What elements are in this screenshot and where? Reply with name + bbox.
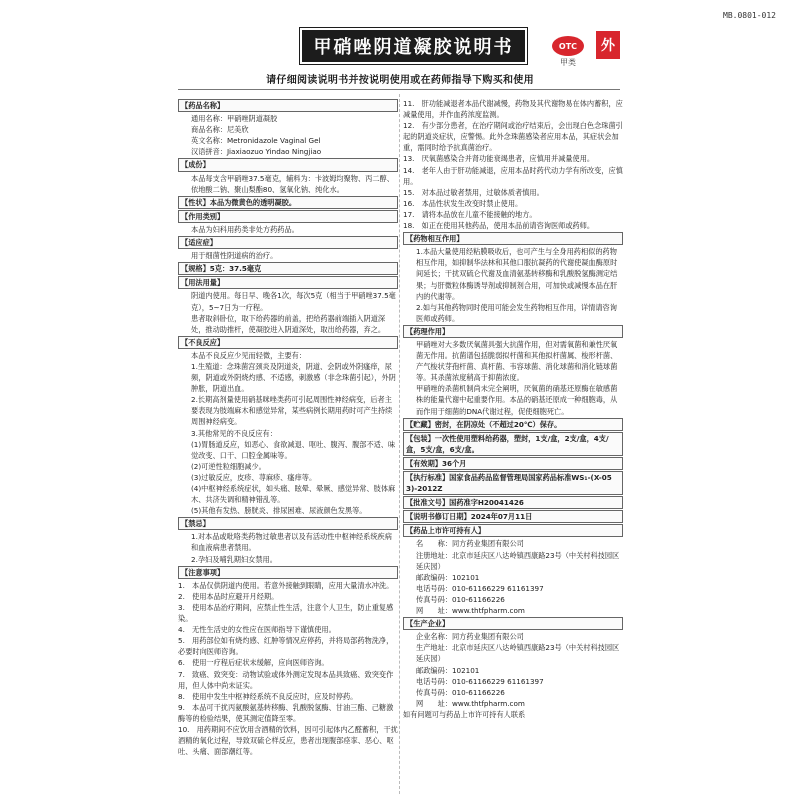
document-code: MB.0801-012 bbox=[723, 11, 776, 20]
text-line: 1.生殖道：念珠菌宫颈炎及阴道炎，阴道、会阴或外阴瘙痒，尿频，阴道或外阴烧灼感、不适感，刺激感（非念珠菌引起），外阴肿胀，阴道出血。 bbox=[191, 361, 396, 394]
text-line: 患者取斜卧位，取下给药器的前盖，把给药器前端插入阴道深处，推动助推杆，使凝胶进入阴道深处，取出给药器，弃之。 bbox=[191, 313, 386, 334]
section-heading: 【生产企业】 bbox=[403, 617, 623, 630]
text-line: 阴道内使用。每日早、晚各1次，每次5克（相当于甲硝唑37.5毫克），5~7日为一疗程。 bbox=[191, 291, 396, 312]
text-line: 2.如与其他药物同时使用可能会发生药物相互作用，详情请咨询医师或药师。 bbox=[416, 302, 617, 323]
header-rule bbox=[178, 89, 620, 90]
section-heading: 【说明书修订日期】2024年07月11日 bbox=[403, 510, 623, 523]
text-line: 通用名称：甲硝唑阴道凝胶 bbox=[191, 114, 278, 124]
text-line: 13. 厌氧菌感染合并肾功能衰竭患者，应慎用并减量使用。 bbox=[403, 154, 595, 164]
text-line: (2)可逆性粒细胞减少。 bbox=[191, 461, 266, 471]
section-heading: 【作用类别】 bbox=[178, 210, 398, 223]
text-line: 2.孕妇及哺乳期妇女禁用。 bbox=[191, 554, 277, 564]
text-line: 生产地址：北京市延庆区八达岭镇西康路23号（中关村科技园区延庆园） bbox=[416, 643, 620, 664]
text-line: 商品名称：尼美欣 bbox=[191, 125, 249, 135]
section-heading: 【有效期】36个月 bbox=[403, 457, 623, 470]
text-line: 17. 请将本品放在儿童不能接触的地方。 bbox=[403, 209, 537, 219]
text-line: 本品不良反应少见而轻微，主要有： bbox=[191, 350, 307, 360]
text-line: (5)其他有发热、膀胱炎、排尿困难、尿液颜色发黑等。 bbox=[191, 506, 367, 516]
text-line: 16. 本品性状发生改变时禁止使用。 bbox=[403, 198, 523, 208]
section-heading: 【禁忌】 bbox=[178, 517, 398, 530]
text-line: 5. 用药部位如有烧灼感、红肿等情况应停药，并将局部药物洗净，必要时向医师咨询。 bbox=[178, 636, 394, 657]
text-line: 3. 使用本品治疗期间，应禁止性生活，注意个人卫生，防止重复感染。 bbox=[178, 602, 394, 624]
text-line: 10. 用药期间不应饮用含酒精的饮料，因可引起体内乙醛蓄积，干扰酒精的氧化过程，导致双硫仑样反应，患者出现腹部痉挛、恶心、呕吐、头痛、面部潮红等。 bbox=[178, 724, 398, 757]
text-line: 网 址：www.thtfpharm.com bbox=[416, 698, 525, 708]
external-use-badge: 外 bbox=[596, 31, 620, 59]
text-line: 汉语拼音：Jiaxiaozuo Yindao Ningjiao bbox=[191, 147, 322, 157]
document-title: 甲硝唑阴道凝胶说明书 bbox=[302, 30, 525, 62]
text-line: 邮政编码：102101 bbox=[416, 665, 480, 675]
text-line: 名 称：同方药业集团有限公司 bbox=[416, 539, 524, 549]
section-heading: 【规格】5克：37.5毫克 bbox=[178, 262, 398, 275]
text-line: 3.其他常见的不良反应有： bbox=[191, 428, 277, 438]
text-line: 传真号码：010-61166226 bbox=[416, 594, 505, 604]
section-heading: 【药理作用】 bbox=[403, 325, 623, 338]
usage-warning: 请仔细阅读说明书并按说明使用或在药师指导下购买和使用 bbox=[266, 75, 534, 86]
section-heading: 【注意事项】 bbox=[178, 566, 398, 579]
text-line: 1.本品大量使用经粘膜吸收后，也可产生与全身用药相似的药物相互作用，如抑制华法林和其他口服抗凝药的代谢使凝血酶原时间延长；干扰双硫仑代谢及血清氨基转移酶和乳酸脱氢酶测定结果；与肝微粒体酶诱导剂或抑制剂合用，可加快或减慢本品在肝内的代谢等。 bbox=[416, 247, 618, 301]
text-line: 如有问题可与药品上市许可持有人联系 bbox=[403, 709, 526, 719]
text-line: 传真号码：010-61166226 bbox=[416, 687, 505, 697]
text-line: 甲硝唑的杀菌机制尚未完全阐明，厌氧菌的硝基还原酶在敏感菌株的能量代谢中起重要作用。本品的硝基还原成一种细胞毒，从而作用于细菌的DNA代谢过程，促使细胞死亡。 bbox=[416, 384, 618, 416]
text-line: 用于细菌性阴道病的治疗。 bbox=[191, 251, 278, 261]
text-line: 电话号码：010-61166229 61161397 bbox=[416, 583, 544, 593]
text-line: 注册地址：北京市延庆区八达岭镇西康路23号（中关村科技园区延庆园） bbox=[416, 550, 620, 571]
text-line: 邮政编码：102101 bbox=[416, 572, 480, 582]
text-line: 7. 致癌、致突变：动物试验或体外测定发现本品具致癌、致突变作用，但人体中尚未证实。 bbox=[178, 669, 394, 690]
text-line: (3)过敏反应，皮疹、荨麻疹、瘙痒等。 bbox=[191, 472, 317, 482]
text-line: 2.长期高剂量使用硝基咪唑类药可引起周围性神经病变，后者主要表现为肢端麻木和感觉异常，某些病例长期用药时可产生持续周围神经病变。 bbox=[191, 395, 393, 427]
text-line: 11. 肝功能减退者本品代谢减慢，药物及其代谢物易在体内蓄积，应减量使用，并作血药浓度监测。 bbox=[403, 99, 623, 120]
text-line: 1.对本品或吡咯类药物过敏患者以及有活动性中枢神经系统疾病和血液病患者禁用。 bbox=[191, 532, 392, 553]
otc-class-label: 甲类 bbox=[560, 58, 576, 67]
column-divider bbox=[399, 94, 400, 794]
section-heading: 【成份】 bbox=[178, 158, 398, 171]
text-line: 9. 本品可干扰丙氨酸氨基转移酶、乳酸脱氢酶、甘油三酯、己糖激酶等的检验结果，使其测定值降至零。 bbox=[178, 702, 394, 723]
section-heading: 【药品名称】 bbox=[178, 99, 398, 112]
text-line: 本品为妇科用药类非处方药药品。 bbox=[191, 224, 299, 234]
document-header bbox=[0, 24, 800, 70]
text-line: 2. 使用本品时应避开月经期。 bbox=[178, 591, 279, 601]
text-line: 甲硝唑对大多数厌氧菌具强大抗菌作用，但对需氧菌和兼性厌氧菌无作用。抗菌谱包括脆弱拟杆菌和其他拟杆菌属、梭形杆菌、产气梭状芽孢杆菌、真杆菌、韦容球菌、消化球菌和消化链球菌等。其杀菌浓度稍高于抑菌浓度。 bbox=[416, 339, 618, 383]
section-heading: 【药品上市许可持有人】 bbox=[403, 524, 623, 537]
text-line: 8. 使用中发生中枢神经系统不良反应时，应及时停药。 bbox=[178, 691, 358, 701]
section-heading: 【不良反应】 bbox=[178, 336, 398, 349]
right-column bbox=[403, 98, 623, 720]
text-line: 12. 有少部分患者，在治疗期间或治疗结束后，会出现白色念珠菌引起的阴道炎症状，应警惕。此外念珠菌感染者应用本品，其症状会加重，需同时给予抗真菌治疗。 bbox=[403, 121, 623, 153]
section-heading: 【包装】一次性使用塑料给药器，塑封，1支/盒，2支/盒，4支/盒，5支/盒，6支/盒。 bbox=[403, 432, 623, 456]
section-heading: 【执行标准】国家食品药品监督管理局国家药品标准WS₁-(X-053)-2012Z bbox=[403, 471, 623, 495]
text-line: 15. 对本品过敏者禁用，过敏体质者慎用。 bbox=[403, 187, 544, 197]
section-heading: 【批准文号】国药准字H20041426 bbox=[403, 496, 623, 509]
text-line: 网 址：www.thtfpharm.com bbox=[416, 606, 525, 616]
text-line: 4. 无性生活史的女性应在医师指导下谨慎使用。 bbox=[178, 625, 336, 635]
text-line: 1. 本品仅供阴道内使用。若意外接触到眼睛，应用大量清水冲洗。 bbox=[178, 580, 394, 590]
text-line: 6. 使用一疗程后症状未缓解，应向医师咨询。 bbox=[178, 658, 329, 668]
text-line: (1)胃肠道反应，如恶心、食欲减退、呕吐、腹泻、腹部不适、味觉改变、口干、口腔金属味等。 bbox=[191, 439, 396, 460]
text-line: 18. 如正在使用其他药品，使用本品前请咨询医师或药师。 bbox=[403, 221, 595, 231]
section-heading: 【适应症】 bbox=[178, 236, 398, 249]
left-column bbox=[178, 98, 398, 757]
text-line: 企业名称：同方药业集团有限公司 bbox=[416, 632, 524, 642]
section-heading: 【用法用量】 bbox=[178, 276, 398, 289]
section-heading: 【药物相互作用】 bbox=[403, 232, 623, 245]
otc-badge-icon: OTC bbox=[552, 36, 584, 56]
text-line: 英文名称：Metronidazole Vaginal Gel bbox=[191, 136, 321, 146]
text-line: 本品每支含甲硝唑37.5毫克，辅料为：卡波姆均聚物、丙二醇、依地酸二钠、聚山梨酯80、氢氧化钠、纯化水。 bbox=[191, 173, 394, 194]
text-line: (4)中枢神经系统症状，如头痛、眩晕、晕厥、感觉异常、肢体麻木、共济失调和精神错乱等。 bbox=[191, 484, 396, 505]
text-line: 14. 老年人由于肝功能减退，应用本品时药代动力学有所改变，应慎用。 bbox=[403, 165, 623, 186]
section-heading: 【性状】本品为微黄色的透明凝胶。 bbox=[178, 196, 398, 209]
text-line: 电话号码：010-61166229 61161397 bbox=[416, 676, 544, 686]
section-heading: 【贮藏】密封，在阴凉处（不超过20℃）保存。 bbox=[403, 418, 623, 431]
